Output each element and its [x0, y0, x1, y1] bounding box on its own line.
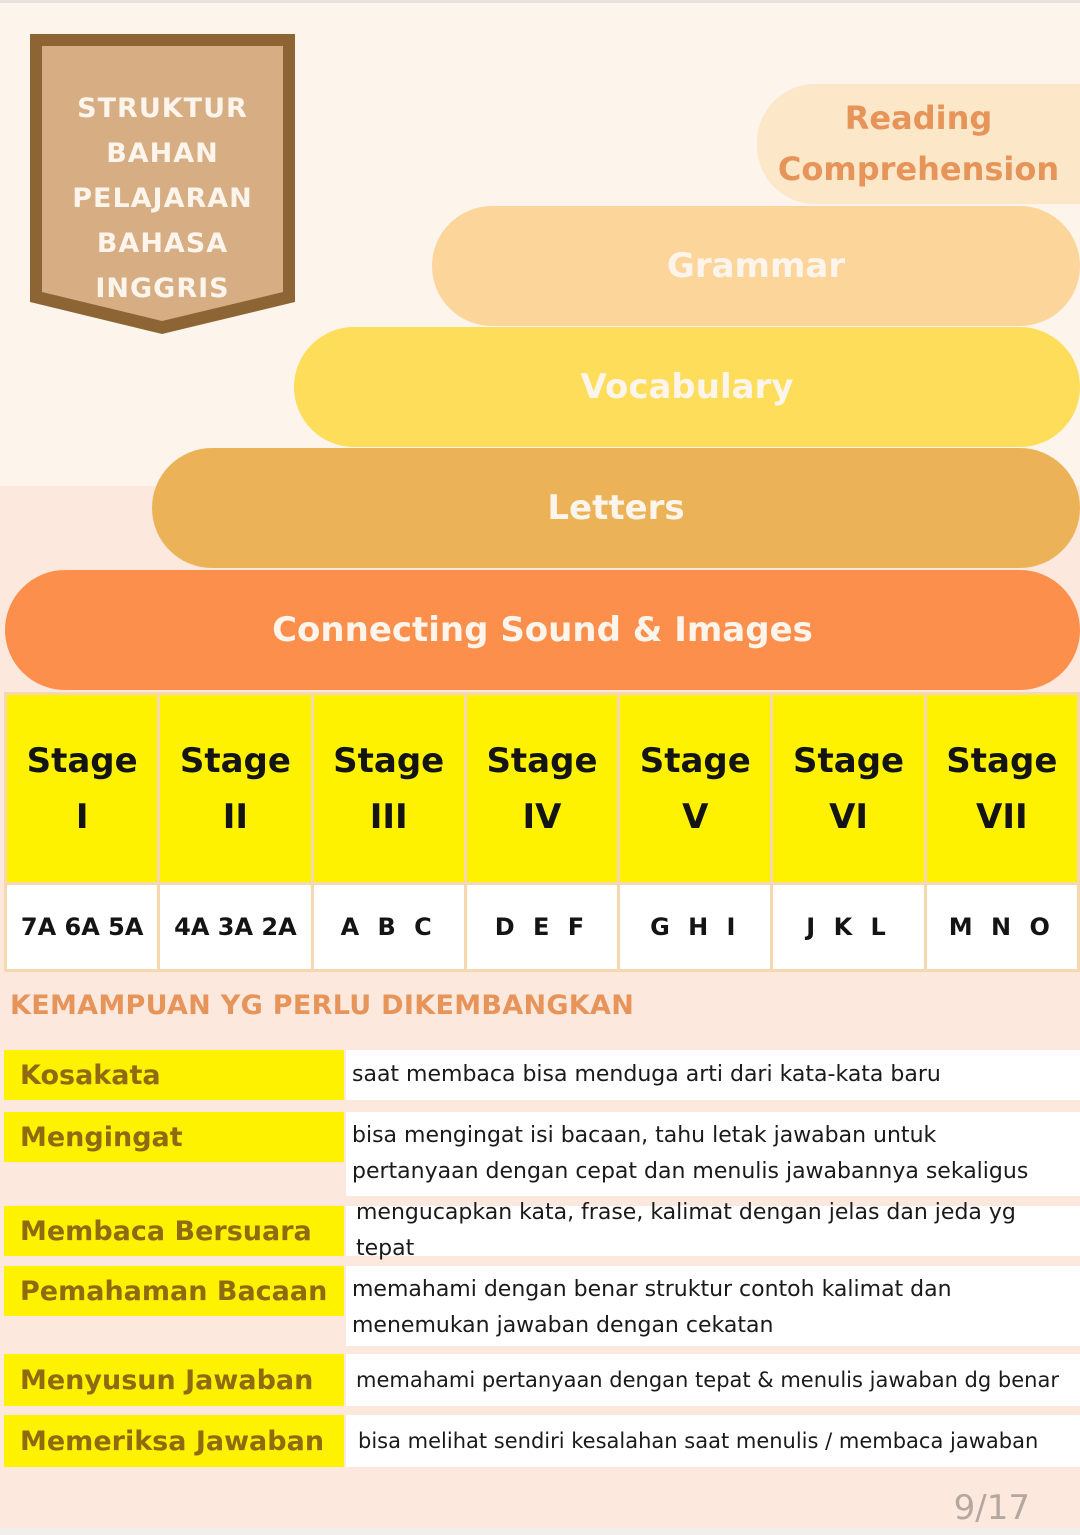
- stage-column: [7, 695, 157, 969]
- section-heading: KEMAMPUAN YG PERLU DIKEMBANGKAN: [10, 990, 635, 1021]
- stage-code: G H I: [620, 885, 770, 969]
- skill-description: saat membaca bisa menduga arti dari kata-kata baru: [346, 1050, 1080, 1100]
- banner-title: [30, 86, 295, 311]
- bottom-edge: [0, 1528, 1080, 1535]
- stage-code: 4A 3A 2A: [160, 885, 310, 969]
- stage-code: A B C: [314, 885, 464, 969]
- level-reading-comprehension: [757, 84, 1080, 204]
- skill-row: [4, 1354, 1080, 1406]
- skill-row: [4, 1415, 1080, 1467]
- stage-column: [927, 695, 1077, 969]
- stage-numeral: VII: [976, 796, 1028, 837]
- stage-header: [927, 695, 1077, 882]
- stage-code: M N O: [927, 885, 1077, 969]
- skill-description: memahami pertanyaan dengan tepat & menulis jawaban dg benar: [346, 1354, 1080, 1406]
- skill-name: Menyusun Jawaban: [4, 1354, 344, 1406]
- stage-header: [620, 695, 770, 882]
- stage-word: Stage: [179, 740, 291, 781]
- stage-word: Stage: [26, 740, 138, 781]
- level-label: Connecting Sound & Images: [272, 610, 813, 650]
- skill-row: [4, 1266, 1080, 1346]
- stage-numeral: II: [222, 796, 249, 837]
- skill-description: mengucapkan kata, frase, kalimat dengan jelas dan jeda yg tepat: [346, 1206, 1080, 1256]
- stage-header: [7, 695, 157, 882]
- stage-numeral: III: [369, 796, 408, 837]
- skill-name: Memeriksa Jawaban: [4, 1415, 344, 1467]
- stage-header: [467, 695, 617, 882]
- stage-header: [160, 695, 310, 882]
- stage-numeral: I: [75, 796, 89, 837]
- banner-line: STRUKTUR: [77, 93, 248, 124]
- level-label: Letters: [547, 488, 685, 528]
- level-vocabulary: [294, 327, 1080, 447]
- stage-column: [773, 695, 923, 969]
- level-label: Comprehension: [777, 150, 1060, 188]
- stage-word: Stage: [486, 740, 598, 781]
- skill-row: [4, 1112, 1080, 1196]
- stage-table: [4, 692, 1080, 972]
- stage-column: [467, 695, 617, 969]
- stage-word: Stage: [333, 740, 445, 781]
- stage-column: [620, 695, 770, 969]
- level-label: Reading: [844, 99, 993, 137]
- stage-numeral: V: [682, 796, 709, 837]
- stage-header: [314, 695, 464, 882]
- stage-word: Stage: [639, 740, 751, 781]
- banner-line: BAHASA: [96, 228, 229, 259]
- stage-header: [773, 695, 923, 882]
- stage-code: D E F: [467, 885, 617, 969]
- stage-code: 7A 6A 5A: [7, 885, 157, 969]
- skill-description: bisa mengingat isi bacaan, tahu letak jawaban untuk pertanyaan dengan cepat dan menulis jawabannya sekaligus: [346, 1112, 1080, 1196]
- skill-name: Membaca Bersuara: [4, 1206, 344, 1256]
- level-letters: [152, 448, 1080, 568]
- banner-line: PELAJARAN: [72, 183, 253, 214]
- stage-word: Stage: [793, 740, 905, 781]
- page-indicator: 9/17: [953, 1488, 1030, 1528]
- stage-numeral: IV: [522, 796, 562, 837]
- level-grammar: [432, 206, 1080, 326]
- level-connecting-sound-images: [5, 570, 1080, 690]
- skill-description: bisa melihat sendiri kesalahan saat menulis / membaca jawaban: [346, 1415, 1080, 1467]
- skill-name: Mengingat: [4, 1112, 344, 1162]
- stage-code: J K L: [773, 885, 923, 969]
- level-label: Grammar: [666, 246, 846, 286]
- stage-column: [314, 695, 464, 969]
- skill-name: Kosakata: [4, 1050, 344, 1100]
- title-banner: [30, 34, 295, 334]
- skill-row: [4, 1050, 1080, 1100]
- level-label: Vocabulary: [580, 367, 794, 407]
- stage-numeral: VI: [829, 796, 869, 837]
- banner-line: INGGRIS: [95, 273, 230, 304]
- skill-row: [4, 1200, 1080, 1261]
- skill-name: Pemahaman Bacaan: [4, 1266, 344, 1316]
- stage-word: Stage: [946, 740, 1058, 781]
- banner-line: BAHAN: [106, 138, 219, 169]
- stage-column: [160, 695, 310, 969]
- skill-description: memahami dengan benar struktur contoh kalimat dan menemukan jawaban dengan cekatan: [346, 1266, 1080, 1346]
